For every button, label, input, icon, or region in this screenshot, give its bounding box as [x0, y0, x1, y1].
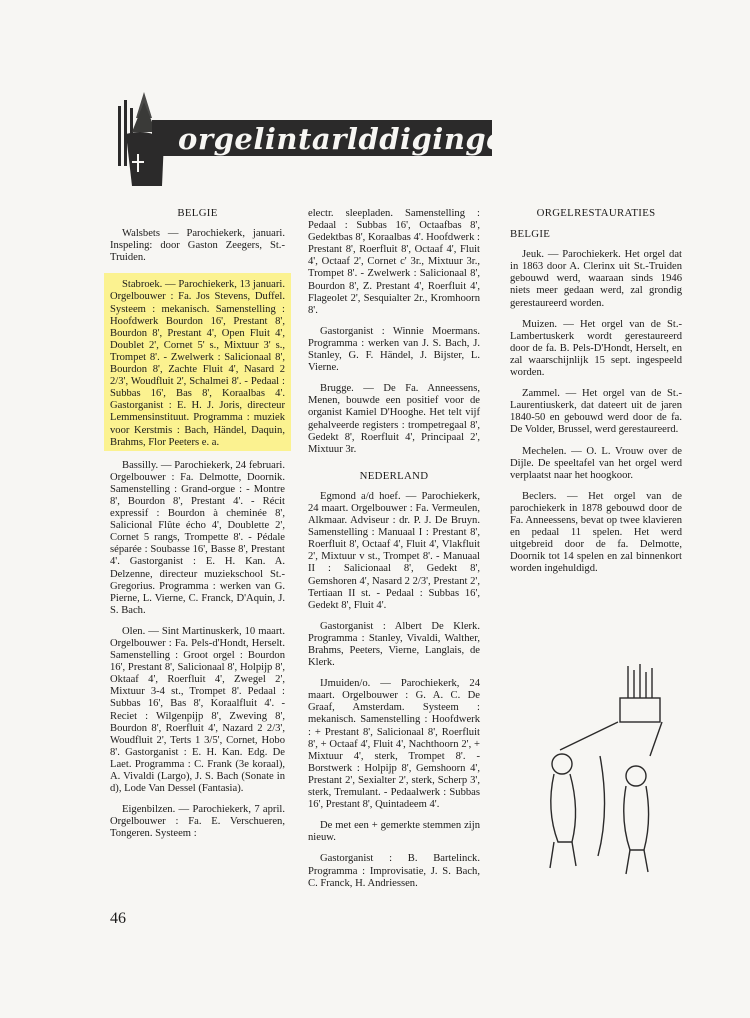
entry-walsbets: Walsbets — Parochiekerk, januari. Inspeling: door Gaston Zeegers, St.-Truiden.	[110, 228, 285, 264]
entry-egmond: Egmond a/d hoef. — Parochiekerk, 24 maart. Orgelbouwer : Fa. Vermeulen, Alkmaar. Adviseur : dr. P. J. De Bruyn. Samenstelling : Manuaal I : Prestant 8', Roerfluit 8', Octaaf 4', Fluit 4', Vlakfluit 2', Mixtuur v st., Trompet 8'. - Manuaal II : Salicionaal 8', Gedekt 8', Gemshoren 4', Nasard 2 2/3', Prestant 2', Tertiaan II st. - Pedaal : Subbas 16', Gedekt 8', Fluit 4'.	[308, 490, 480, 611]
organ-bearers-illustration	[540, 660, 690, 880]
entry-jeuk: Jeuk. — Parochiekerk. Het orgel dat in 1863 door A. Clerinx uit St.-Truiden gebouwd werd, waaraan sinds 1946 niets meer gedaan werd, zal grondig gerestaureerd worden.	[510, 249, 682, 309]
entry-gastorganist-de-klerk: Gastorganist : Albert De Klerk. Programma : Stanley, Vivaldi, Walther, Brahms, Peeters, Vierne, Langlais, de Klerk.	[308, 620, 480, 669]
entry-ijmuiden: IJmuiden/o. — Parochiekerk, 24 maart. Orgelbouwer : G. A. C. De Graaf, Amsterdam. Systeem : mekanisch. Samenstelling : Hoofdwerk : + Prestant 8', Salicionaal 8', Roerfluit 8', + Octaaf 4', Fluit 4', Nachthoorn 2', + Mixtuur 4', sterk, Trompet 8'. - Borstwerk : Holpijp 8', Gemshoorn 4', Prestant 2', Sexialter 2', sterk, Scherp 3', sterk, Tremulant. - Pedaalwerk : Subbas 16', Prestant 8', Quintadeem 4'.	[308, 678, 480, 811]
entry-new-stops-note: De met een + gemerkte stemmen zijn nieuw.	[308, 820, 480, 844]
entry-mechelen: Mechelen. — O. L. Vrouw over de Dijle. De speeltafel van het orgel werd verplaatst naar het hoogkoor.	[510, 445, 682, 481]
section-banner	[112, 88, 527, 188]
heading-nederland: NEDERLAND	[359, 469, 429, 482]
entry-brugge: Brugge. — De Fa. Anneessens, Menen, bouwde een positief voor de organist Kamiel D'Hooghe. Het telt vijf gehalveerde registers : trompetregaal 8', Gedekt 8', Roerfluit 4', Principaal 2', Mixtuur 3r.	[308, 383, 480, 455]
entry-bassilly: Bassilly. — Parochiekerk, 24 februari. Orgelbouwer : Fa. Delmotte, Doornik. Samenstelling : Grand-orgue : - Montre 8', Bourdon 8', Prestant 4'. - Récit expressif : Bourdon à cheminée 8', Salicional Flûte écho 4', Doublette 2', Cornet 5 rangs, Trompette 8'. - Pédale séparée : Soubasse 16', Basse 8', Prestant 4'. Gastorganist : E. H. Kan. A. Delzenne, directeur muziekschool St.-Gregorius. Programma : werken van G. Pierne, L. Vierne, C. Franck, D'Aquin, J. S. Bach.	[110, 459, 285, 616]
column-2	[308, 208, 480, 899]
entry-olen: Olen. — Sint Martinuskerk, 10 maart. Orgelbouwer : Fa. Pels-d'Hondt, Herselt. Samenstelling : Groot orgel : Bourdon 16', Prestant 8', Salicionaal 8', Holpijp 8', Oktaaf 4', Roerfluit 4', Zwegel 2', Mixtuur 3-4 st., Trompet 8'. Pedaal : Subbas 16', Bas 8', Koraalfluit 4'. - Reciet : Wilgenpijp 8', Zweving 8', Bourdon 8', Roerfluit 4', Nazard 2 2/3', Woudfluit 2', Terts 1 3/5', Cornet, Hobo 8'. Gastorganist : E. H. Kan. Edg. De Laet. Programma : C. Frank (3e koraal), A. Vivaldi (Largo), J. S. Bach (Sonate in d), Lode Van Dessel (Fantasia).	[110, 625, 285, 795]
entry-eigenbilzen-continued: electr. sleepladen. Samenstelling : Pedaal : Subbas 16', Octaafbas 8', Gedektbas 8', Koraalbas 4'. Hoofdwerk : Prestant 8', Roerfluit 8', Octaaf 4', Fluit 4', Octaaf 2', Cornet c' 3r., Mixtuur 3r., Trompet 8'. - Zwelwerk : Salicionaal 8', Bourdon 8', Z. Prestant 4', Roerfluit 4', Flageolet 2', Sesquialter 2r., Kromhoorn 8'.	[308, 208, 480, 316]
entry-stabroek-highlighted: Stabroek. — Parochiekerk, 13 januari. Orgelbouwer : Fa. Jos Stevens, Duffel. Systeem : mekanisch. Samenstelling : Hoofdwerk Bourdon 16', Prestant 8', Bourdon 8', Prestant 4', Open Fluit 4', Doublet 2', Cornet 5' s., Mixtuur 3' s., Trompet 8'. - Zwelwerk : Salicionaal 8', Bourdon 8', Zachte Fluit 4', Nasard 2 2/3', Woudfluit 2', Schalmei 8'. - Pedaal : Subbas 16', Bas 8', Koraalbas 4'. Gastorganist : E. H. J. Joris, directeur Lemmensinstituut. Programma : muziek voor Kerstmis : Bach, Händel, Daquin, Brahms, Flor Peeters e. a.	[104, 273, 291, 450]
banner-title: orgelintarlddigingen	[178, 122, 527, 156]
subheading-belgie: BELGIE	[510, 228, 551, 241]
page-number: 46	[110, 910, 126, 927]
column-1	[110, 207, 285, 850]
entry-eigenbilzen: Eigenbilzen. — Parochiekerk, 7 april. Orgelbouwer : Fa. E. Verschueren, Tongeren. Systeem :	[110, 804, 285, 840]
entry-beclers: Beclers. — Het orgel van de parochiekerk in 1878 gebouwd door de Fa. Anneessens, bevat op twee klavieren en pedaal 11 spelen. Het werd uitgebreid door de fa. Delmotte, Doornik tot 14 spelen en zal binnenkort worden ingehuldigd.	[510, 490, 682, 575]
entry-gastorganist-bartelinck: Gastorganist : B. Bartelinck. Programma : Improvisatie, J. S. Bach, C. Franck, H. Andriessen.	[308, 853, 480, 889]
heading-orgelrestauraties: ORGELRESTAURATIES	[536, 207, 656, 219]
entry-gastorganist-moermans: Gastorganist : Winnie Moermans. Programma : werken van J. S. Bach, J. Stanley, G. F. Händel, J. Bijster, L. Vierne.	[308, 325, 480, 374]
heading-belgie: BELGIE	[177, 207, 218, 219]
entry-muizen: Muizen. — Het orgel van de St.-Lambertuskerk wordt gerestaureerd door de fa. B. Pels-D'Hondt, Herselt, en zal waarschijnlijk 15 sept. ingespeeld worden.	[510, 318, 682, 379]
column-3	[510, 207, 682, 584]
entry-zammel: Zammel. — Het orgel van de St.-Laurentiuskerk, dat dateert uit de jaren 1840-50 en gebouwd werd door de fa. De Volder, Brussel, werd gerestaureerd.	[510, 388, 682, 436]
